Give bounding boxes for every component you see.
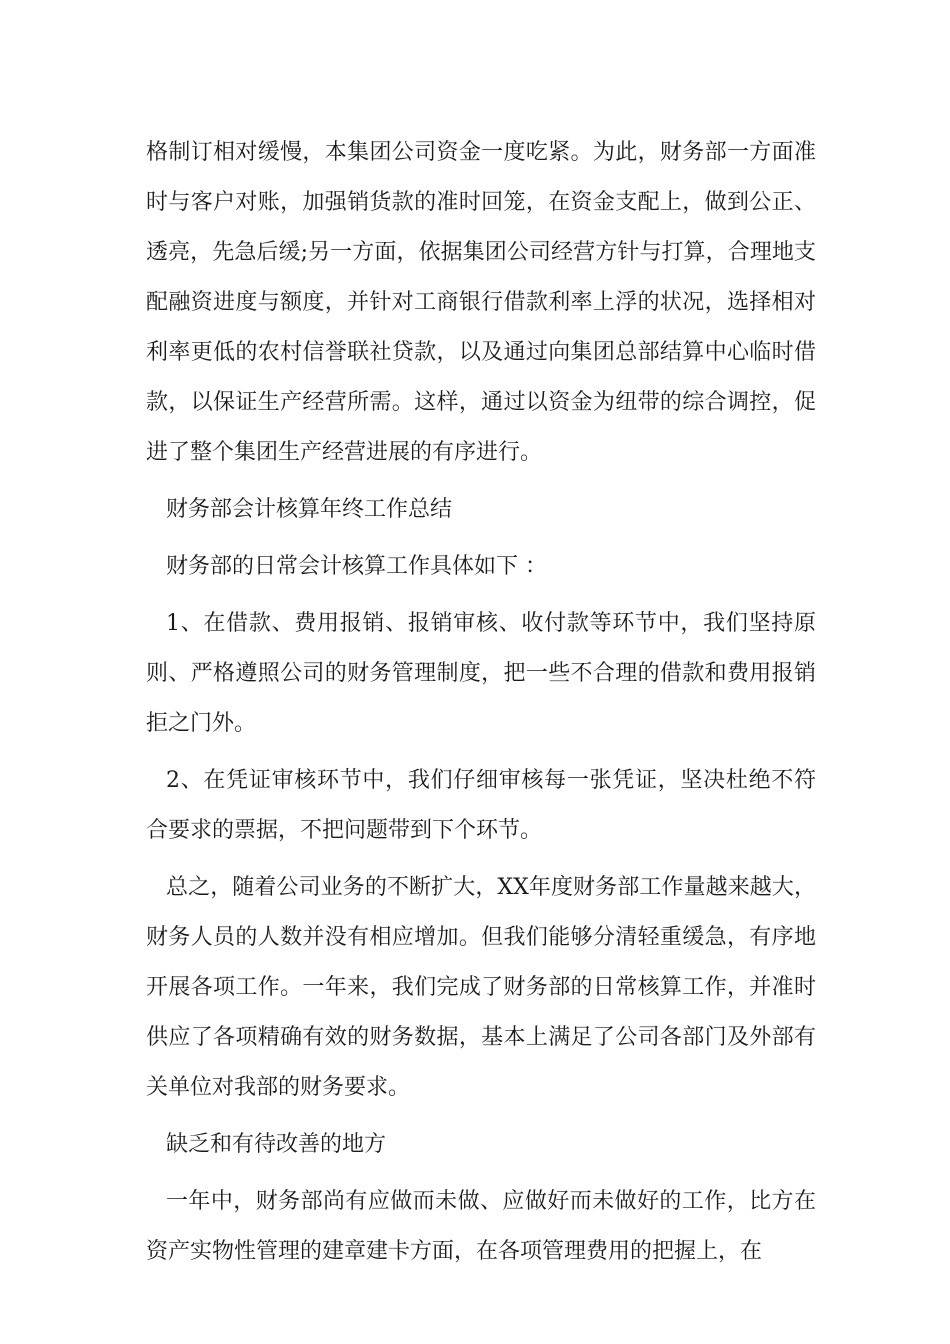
paragraph-daily-accounting-intro: 财务部的日常会计核算工作具体如下 ： bbox=[166, 554, 547, 579]
document-body bbox=[146, 128, 816, 1284]
paragraph-summary: 总之，随着公司业务的不断扩大，XX年度财务部工作量越来越大，财务人员的人数并没有相应增加。但我们能够分清轻重缓急，有序地开展各项工作。一年来，我们完成了财务部的日常核算工作，并准时供应了各项精确有效的财务数据，基本上满足了公司各部门及外部有关单位对我部的财务要求。 bbox=[146, 875, 816, 1100]
paragraph-shortcomings: 一年中，财务部尚有应做而未做、应做好而未做好的工作，比方在资产实物性管理的建章建卡方面，在各项管理费用的把握上，在 bbox=[146, 1189, 816, 1264]
section-heading-accounting-summary: 财务部会计核算年终工作总结 bbox=[166, 497, 453, 522]
paragraph-fund-management: 格制订相对缓慢，本集团公司资金一度吃紧。为此，财务部一方面准时与客户对账，加强销货款的准时回笼，在资金支配上，做到公正、透亮，先急后缓;另一方面，依据集团公司经营方针与打算，合理地支配融资进度与额度，并针对工商银行借款利率上浮的状况，选择相对利率更低的农村信誉联社贷款，以及通过向集团总部结算中心临时借款，以保证生产经营所需。这样，通过以资金为纽带的综合调控，促进了整个集团生产经营进展的有序进行。 bbox=[146, 140, 816, 465]
paragraph-item-1-reimbursement: 1、在借款、费用报销、报销审核、收付款等环节中，我们坚持原则、严格遵照公司的财务管理制度，把一些不合理的借款和费用报销拒之门外。 bbox=[146, 611, 816, 736]
section-heading-shortcomings: 缺乏和有待改善的地方 bbox=[166, 1132, 387, 1157]
paragraph-item-2-voucher-review: 2、在凭证审核环节中，我们仔细审核每一张凭证，坚决杜绝不符合要求的票据，不把问题带到下个环节。 bbox=[146, 768, 816, 843]
